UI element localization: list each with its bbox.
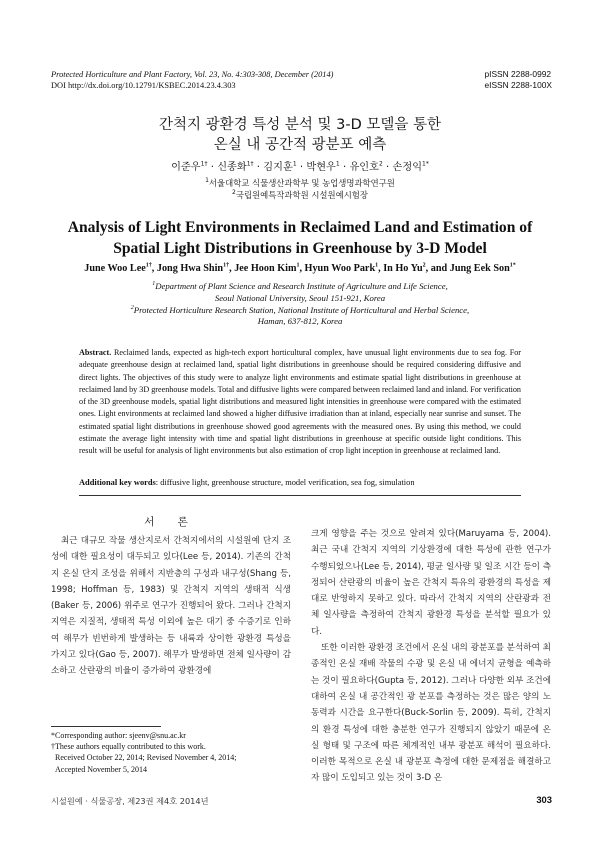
- received-date: Received October 22, 2014; Revised November 4, 2014;: [55, 753, 237, 763]
- english-affiliation-2b: Haman, 637-812, Korea: [257, 316, 343, 327]
- paragraph: 크게 영향을 주는 것으로 알려져 있다(Maruyama 등, 2004). 최근 국내 간척지 지역의 기상환경에 대한 특성에 관한 연구가 수행되었으나(Lee 등, 2014), 평균 일사량 및 일조 시간 등이 측정되어 산란광의 비율이 높은 간척지 특유의 광환경의 특성을 제대로 반영하지 못하고 있다. 따라서 간척지 지역의 산란광과 전체 일사량을 측정하여 간척지 광환경 특성을 분석할 필요가 있다.: [311, 529, 551, 637]
- footnote-divider: [51, 726, 161, 727]
- author-affiliation-mark: 1: [335, 160, 340, 168]
- body-left-column: [51, 533, 291, 680]
- author-affiliation-mark: 1: [296, 262, 300, 269]
- doi-line: DOI http://dx.doi.org/10.12791/KSBEC.2014.23.4.303: [51, 81, 236, 90]
- keywords-divider: [79, 495, 521, 496]
- paragraph: 최근 대규모 작물 생산지로서 간척지에서의 시설원예 단지 조성에 대한 필요성이 대두되고 있다(Lee 등, 2014). 기존의 간척지 온실 단지 조성을 위해서 지반층의 구성과 내구성(Shang 등, 1998; Hoffman 등, 1983) 및 간척지 지역의 생태적 식생(Baker 등, 2006) 위주로 연구가 진행되어 왔다. 그러나 간척지 지역은 지질적, 생태적 특성 이외에 높은 대기 중 수증기로 인하여 해무가 빈번하게 발생하는 등 내륙과 상이한 광환경 특성을 가지고 있다(Gao 등, 2007). 해무가 발생하면 전체 일사량이 감소하고 산란광의 비율이 증가하여 광환경에: [51, 536, 291, 677]
- author-affiliation-mark: 1*: [422, 160, 429, 168]
- english-affiliation-2a: $^2$Protected Horticulture Research Station, National Institute of Horticultural and Herbal Science,: [130, 304, 470, 315]
- page-number: 303: [536, 794, 552, 805]
- korean-affiliation-1: $^1$서울대학교 식물생산과학부 및 농업생명과학연구원: [205, 177, 395, 188]
- author-name: 손정익: [392, 162, 423, 173]
- author-affiliation-mark: 1: [375, 262, 379, 269]
- author-name: Jee Hoon Kim: [234, 263, 297, 274]
- korean-title: [0, 115, 600, 155]
- footer-journal: 시설원예 · 식물공장, 제23권 제4호 2014년: [51, 796, 209, 806]
- english-affiliations: [0, 281, 600, 328]
- eissn: eISSN 2288-100X: [484, 80, 552, 90]
- english-title-line1: Analysis of Light Environments in Reclaimed Land and Estimation of: [67, 219, 533, 236]
- author-name: June Woo Lee: [84, 263, 146, 274]
- abstract-label: Abstract.: [79, 348, 112, 357]
- author-name: 박현우: [306, 162, 336, 173]
- footnotes: [51, 730, 291, 775]
- english-authors: June Woo Lee$^{1\dagger}$, Jong Hwa Shin$^{1\dagger}$, Jee Hoon Kim$^1$, Hyun Woo Park$^1$, In Ho Yu$^2$, and Jung Eek Son$^{1*}$: [84, 262, 516, 274]
- author-name: 김지훈: [263, 162, 293, 173]
- english-title: [0, 217, 600, 259]
- author-name: Hyun Woo Park: [304, 263, 376, 274]
- korean-title-line2: 온실 내 공간적 광분포 예측: [213, 137, 387, 153]
- korean-affiliation-2: $^2$국립원예특작과학원 시설원예시험장: [232, 189, 368, 200]
- author-name: Jung Eek Son: [449, 263, 510, 274]
- keywords-label: Additional key words: [79, 478, 156, 487]
- author-affiliation-mark: 1†: [223, 262, 230, 269]
- journal-citation: Protected Horticulture and Plant Factory, Vol. 23, No. 4:303-308, December (2014): [51, 70, 334, 79]
- paragraph: 또한 이러한 광환경 조건에서 온실 내의 광분포를 분석하여 최종적인 온실 재배 작물의 수광 및 온실 내 에너지 균형을 예측하는 것이 필요하다(Gupta 등, 2012). 그러나 다양한 외부 조건에 대하여 온실 내 공간적인 광 분포를 측정하는 것은 많은 양의 노동력과 시간을 요구한다(Buck-Sorlin 등, 2009). 특히, 간척지의 환경 특성에 대한 충분한 연구가 진행되지 않았기 때문에 온실 형태 및 구조에 따른 체계적인 내부 광분포 해석이 필요하다. 이러한 목적으로 온실 내 광분포 측정에 대한 문제점을 해결하고자 많이 도입되고 있는 것이 3-D 온: [311, 643, 551, 784]
- corresponding-author: *Corresponding author: sjeenv@snu.ac.kr: [51, 731, 186, 740]
- english-title-line2: Spatial Light Distributions in Greenhouse by 3-D Model: [113, 240, 487, 257]
- pissn: pISSN 2288-0992: [484, 69, 552, 79]
- author-affiliation-mark: 1†: [200, 160, 208, 168]
- korean-title-line1: 간척지 광환경 특성 분석 및 3-D 모델을 통한: [159, 117, 441, 133]
- english-affiliation-1a: $^1$Department of Plant Science and Research Institute of Agriculture and Life Science,: [152, 281, 448, 291]
- keywords-text: : diffusive light, greenhouse structure, model verification, sea fog, simulation: [155, 478, 415, 487]
- korean-affiliations: [0, 177, 600, 201]
- author-affiliation-mark: 1: [292, 160, 297, 168]
- keywords: [79, 478, 521, 487]
- author-name: In Ho Yu: [383, 263, 423, 274]
- author-affiliation-mark: 1†: [246, 160, 254, 168]
- english-affiliation-1b: Seoul National University, Seoul 151-921, Korea: [214, 292, 386, 303]
- abstract: [79, 347, 521, 458]
- author-affiliation-mark: 2: [422, 262, 426, 269]
- section-heading-introduction: 서 론: [144, 516, 198, 528]
- accepted-date: Accepted November 5, 2014: [55, 764, 147, 774]
- abstract-text: Reclaimed lands, expected as high-tech export horticultural complex, have unusual light environments due to sea fog. For adequate greenhouse design at reclaimed land, spatial light distributions in greenhouse should be required considering diffusive and direct lights. The objectives of this study were to analyze light environments and estimate spatial light distributions in greenhouse at reclaimed land by 3D greenhouse models. Total and diffusive lights were compared between reclaimed land and inland. For verification of the 3D greenhouse models, spatial light distributions and measured light intensities in greenhouse were compared with the estimated ones. Light environments at reclaimed land showed a higher diffusive irradiation than at inland, especially near sunrise and sunset. The estimated spatial light distributions in greenhouse showed good agreements with the measured ones. By using this method, we could estimate the average light intensity with time and spatial light distributions in greenhouse at specific outside light conditions. This result will be useful for analysis of light environments but also estimation of crop light inception in greenhouse at reclaimed land.: [79, 348, 522, 456]
- equal-contribution-note: †These authors equally contributed to this work.: [51, 742, 206, 752]
- author-name: 유인호: [349, 162, 379, 173]
- korean-authors: 이준우$^{1\dagger}$ · 신종화$^{1\dagger}$ · 김지훈$^1$ · 박현우$^1$ · 유인호$^2$ · 손정익$^{1*}$: [171, 160, 429, 173]
- author-name: 이준우: [171, 162, 201, 173]
- author-name: 신종화: [217, 162, 247, 173]
- author-affiliation-mark: 2: [378, 160, 383, 168]
- author-name: Jong Hwa Shin: [156, 263, 224, 274]
- journal-header: [51, 69, 333, 91]
- author-affiliation-mark: 1†: [145, 262, 152, 269]
- author-affiliation-mark: 1*: [509, 262, 516, 269]
- issn-block: [484, 69, 552, 91]
- body-right-column: [311, 526, 551, 787]
